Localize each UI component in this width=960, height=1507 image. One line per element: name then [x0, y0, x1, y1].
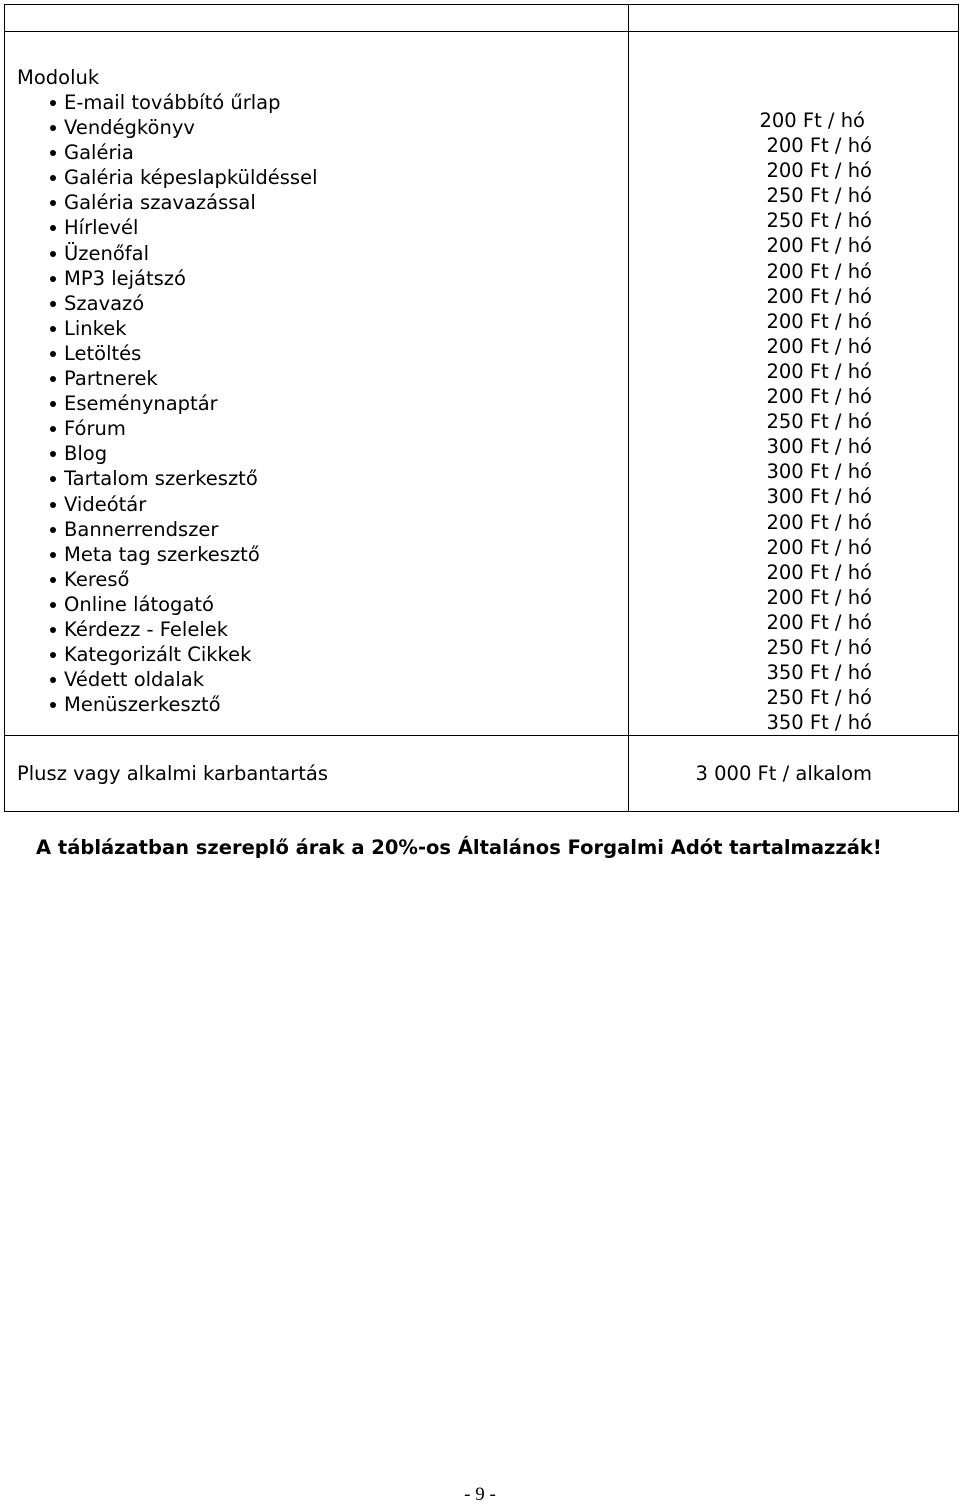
- price-item: 250 Ft / hó: [766, 635, 872, 659]
- module-item: Kategorizált Cikkek: [17, 642, 628, 667]
- module-item: Linkek: [17, 316, 628, 341]
- price-item: 200 Ft / hó: [766, 610, 872, 634]
- modules-title: Modoluk: [17, 66, 100, 89]
- module-item: Menüszerkesztő: [17, 692, 628, 717]
- module-item: Üzenőfal: [17, 241, 628, 266]
- module-item: Hírlevél: [17, 215, 628, 240]
- price-item: 200 Ft / hó: [759, 109, 865, 132]
- module-item: Videótár: [17, 492, 628, 517]
- module-item: Letöltés: [17, 341, 628, 366]
- module-item: Szavazó: [17, 291, 628, 316]
- module-item: Tartalom szerkesztő: [17, 466, 628, 491]
- price-item: 200 Ft / hó: [766, 159, 872, 183]
- price-item: 350 Ft / hó: [766, 711, 872, 735]
- module-item: Vendégkönyv: [17, 115, 628, 140]
- module-list: [17, 90, 628, 717]
- module-item: E-mail továbbító űrlap: [17, 90, 628, 115]
- module-item: Galéria képeslapküldéssel: [17, 165, 628, 190]
- module-item: Meta tag szerkesztő: [17, 542, 628, 567]
- price-item: 300 Ft / hó: [766, 460, 872, 484]
- module-item: Védett oldalak: [17, 667, 628, 692]
- module-item: Kérdezz - Felelek: [17, 617, 628, 642]
- price-item: 200 Ft / hó: [766, 234, 872, 258]
- module-item: Galéria: [17, 140, 628, 165]
- modules-cell: [5, 32, 629, 736]
- module-item: Bannerrendszer: [17, 517, 628, 542]
- modules-row: [5, 32, 959, 736]
- module-item: Kereső: [17, 567, 628, 592]
- maintenance-label: Plusz vagy alkalmi karbantartás: [5, 736, 629, 812]
- price-item: 300 Ft / hó: [766, 435, 872, 459]
- tax-note: A táblázatban szereplő árak a 20%-os Általános Forgalmi Adót tartalmazzák!: [36, 836, 882, 859]
- price-item: 200 Ft / hó: [766, 385, 872, 409]
- price-item: 300 Ft / hó: [766, 485, 872, 509]
- price-item: 250 Ft / hó: [766, 209, 872, 233]
- module-item: Online látogató: [17, 592, 628, 617]
- module-item: MP3 lejátszó: [17, 266, 628, 291]
- page-number: - 9 -: [464, 1484, 496, 1505]
- price-item: 200 Ft / hó: [766, 284, 872, 308]
- price-item: 250 Ft / hó: [766, 184, 872, 208]
- price-item: 250 Ft / hó: [766, 410, 872, 434]
- price-item: 200 Ft / hó: [766, 585, 872, 609]
- price-item: 350 Ft / hó: [766, 661, 872, 685]
- empty-header-cell-right: [629, 5, 959, 32]
- price-item: 200 Ft / hó: [766, 510, 872, 534]
- price-item: 250 Ft / hó: [766, 686, 872, 710]
- module-item: Partnerek: [17, 366, 628, 391]
- price-item: 200 Ft / hó: [766, 560, 872, 584]
- module-item: Blog: [17, 441, 628, 466]
- price-item: 200 Ft / hó: [766, 309, 872, 333]
- price-item: 200 Ft / hó: [766, 134, 872, 158]
- empty-header-cell-left: [5, 5, 629, 32]
- module-item: Fórum: [17, 416, 628, 441]
- price-item: 200 Ft / hó: [766, 259, 872, 283]
- module-item: Eseménynaptár: [17, 391, 628, 416]
- maintenance-price: 3 000 Ft / alkalom: [629, 736, 959, 812]
- price-list: [629, 108, 958, 735]
- table-header-row: [5, 5, 959, 32]
- maintenance-row: [5, 736, 959, 812]
- module-item: Galéria szavazással: [17, 190, 628, 215]
- price-item: 200 Ft / hó: [766, 535, 872, 559]
- price-item: 200 Ft / hó: [766, 359, 872, 383]
- price-item: 200 Ft / hó: [766, 334, 872, 358]
- prices-cell: [629, 32, 959, 736]
- price-table: [4, 4, 959, 812]
